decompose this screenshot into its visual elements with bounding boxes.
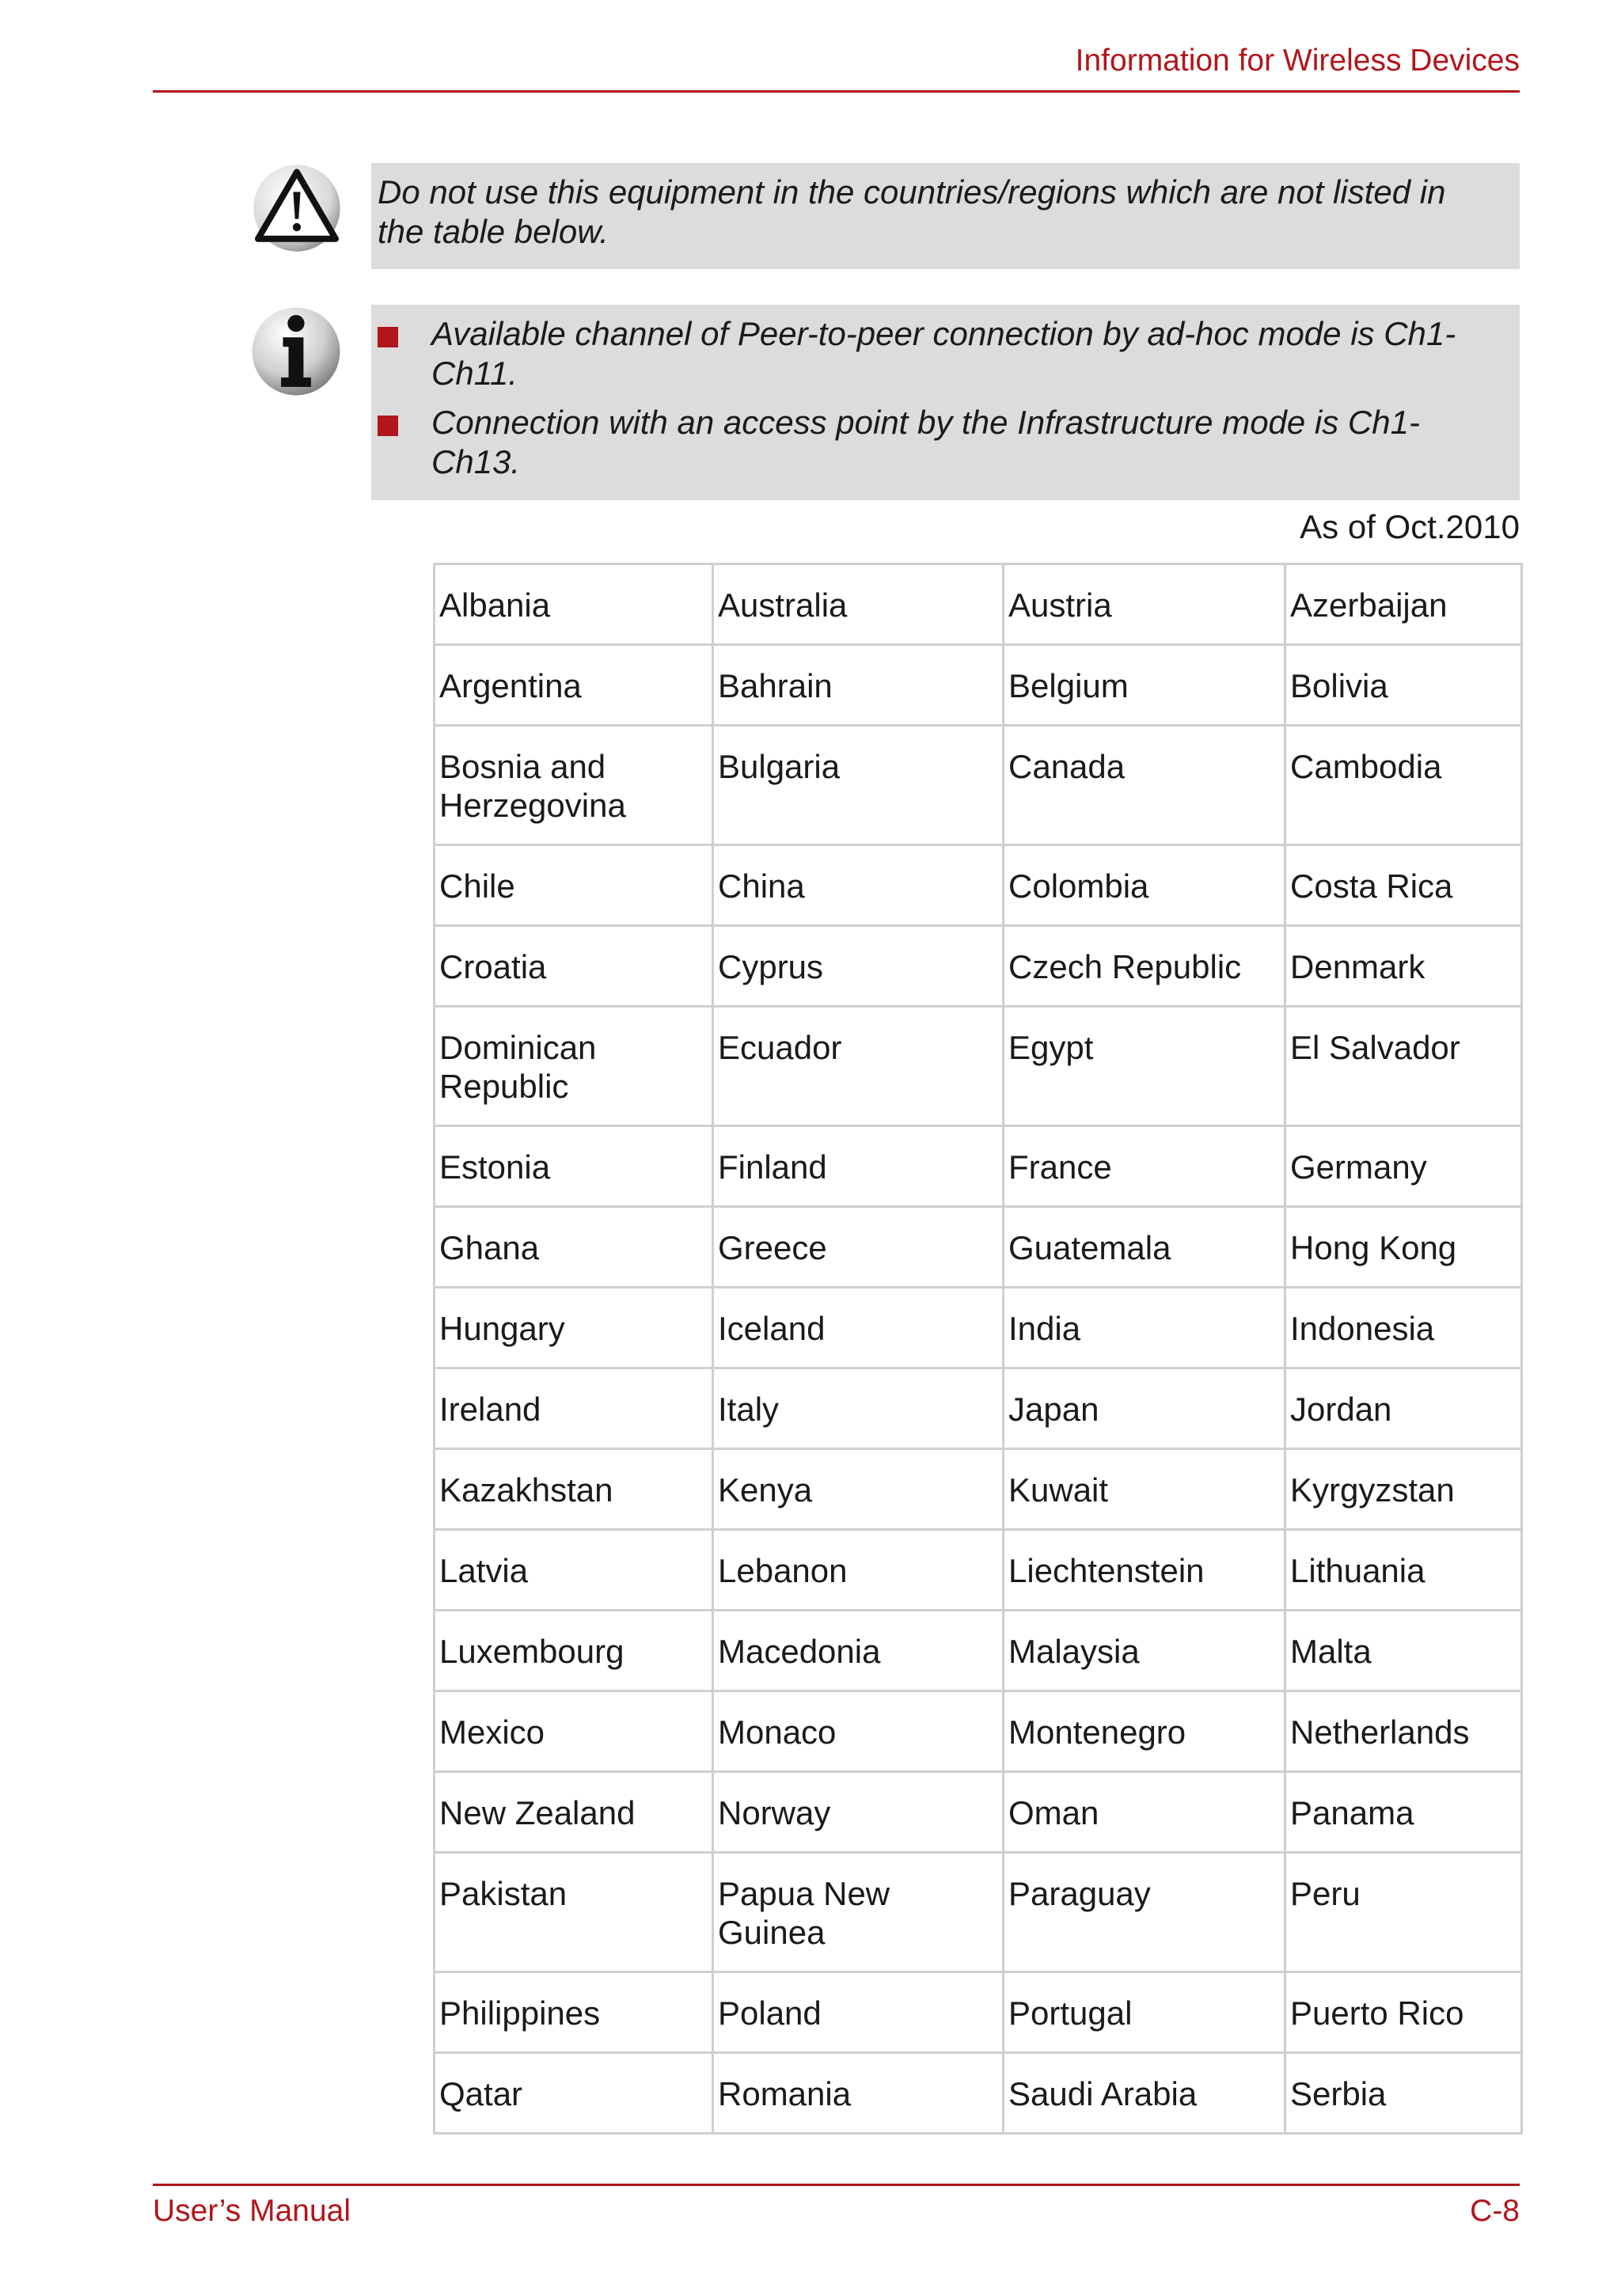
- table-cell: Ireland: [435, 1368, 713, 1449]
- table-cell: Serbia: [1285, 2053, 1522, 2134]
- page-header-title: Information for Wireless Devices: [1075, 44, 1520, 78]
- table-cell: Romania: [713, 2053, 1004, 2134]
- table-cell: New Zealand: [435, 1772, 713, 1853]
- table-cell: Germany: [1285, 1126, 1522, 1207]
- footer-rule: [153, 2184, 1520, 2186]
- table-cell: Montenegro: [1004, 1691, 1285, 1772]
- table-cell: Greece: [713, 1207, 1004, 1288]
- table-row: [435, 564, 1522, 645]
- table-row: [435, 726, 1522, 845]
- table-row: [435, 1449, 1522, 1530]
- table-row: [435, 1530, 1522, 1611]
- table-cell: Egypt: [1004, 1007, 1285, 1126]
- table-cell: Lithuania: [1285, 1530, 1522, 1611]
- table-cell: Canada: [1004, 726, 1285, 845]
- table-cell: Cambodia: [1285, 726, 1522, 845]
- table-row: [435, 1772, 1522, 1853]
- table-cell: Finland: [713, 1126, 1004, 1207]
- table-cell: Hong Kong: [1285, 1207, 1522, 1288]
- table-cell: Chile: [435, 845, 713, 926]
- table-cell: Japan: [1004, 1368, 1285, 1449]
- table-cell: Liechtenstein: [1004, 1530, 1285, 1611]
- table-cell: Portugal: [1004, 1972, 1285, 2053]
- table-cell: Australia: [713, 564, 1004, 645]
- caution-note: [371, 163, 1520, 269]
- info-bullet-text: Available channel of Peer-to-peer connection by ad-hoc mode is Ch1-Ch11.: [431, 315, 1456, 392]
- info-note: [371, 305, 1520, 500]
- table-cell: France: [1004, 1126, 1285, 1207]
- table-cell: Ghana: [435, 1207, 713, 1288]
- table-cell: Iceland: [713, 1288, 1004, 1368]
- table-row: [435, 1972, 1522, 2053]
- table-cell: Jordan: [1285, 1368, 1522, 1449]
- table-cell: Croatia: [435, 926, 713, 1007]
- table-cell: Macedonia: [713, 1611, 1004, 1691]
- table-row: [435, 2053, 1522, 2134]
- table-cell: Argentina: [435, 645, 713, 726]
- table-cell: Mexico: [435, 1691, 713, 1772]
- table-row: [435, 926, 1522, 1007]
- caution-text: Do not use this equipment in the countries/regions which are not listed in the table below.: [378, 173, 1446, 250]
- table-cell: Ecuador: [713, 1007, 1004, 1126]
- info-icon: [249, 305, 343, 398]
- footer-manual-title: User’s Manual: [153, 2194, 351, 2228]
- table-row: [435, 645, 1522, 726]
- table-row: [435, 1007, 1522, 1126]
- table-cell: Pakistan: [435, 1853, 713, 1972]
- bullet-square-icon: [378, 416, 398, 436]
- table-cell: Bosnia and Herzegovina: [435, 726, 713, 845]
- table-cell: Malta: [1285, 1611, 1522, 1691]
- table-cell: Philippines: [435, 1972, 713, 2053]
- table-row: [435, 1853, 1522, 1972]
- table-cell: Czech Republic: [1004, 926, 1285, 1007]
- table-cell: Lebanon: [713, 1530, 1004, 1611]
- table-cell: Netherlands: [1285, 1691, 1522, 1772]
- info-bullet: [371, 314, 1501, 393]
- table-cell: El Salvador: [1285, 1007, 1522, 1126]
- table-cell: Paraguay: [1004, 1853, 1285, 1972]
- table-cell: Monaco: [713, 1691, 1004, 1772]
- page-number: C-8: [1470, 2194, 1520, 2228]
- table-row: [435, 1368, 1522, 1449]
- table-cell: Peru: [1285, 1853, 1522, 1972]
- table-cell: Indonesia: [1285, 1288, 1522, 1368]
- table-cell: Hungary: [435, 1288, 713, 1368]
- info-bullet-text: Connection with an access point by the Infrastructure mode is Ch1-Ch13.: [431, 404, 1420, 480]
- table-cell: Kuwait: [1004, 1449, 1285, 1530]
- table-row: [435, 845, 1522, 926]
- table-cell: India: [1004, 1288, 1285, 1368]
- warning-triangle-icon: [252, 163, 342, 253]
- header-rule: [153, 90, 1520, 93]
- table-cell: Belgium: [1004, 645, 1285, 726]
- table-row: [435, 1126, 1522, 1207]
- table-cell: Norway: [713, 1772, 1004, 1853]
- table-cell: Cyprus: [713, 926, 1004, 1007]
- table-row: [435, 1611, 1522, 1691]
- table-cell: Bulgaria: [713, 726, 1004, 845]
- table-cell: Papua New Guinea: [713, 1853, 1004, 1972]
- table-row: [435, 1288, 1522, 1368]
- bullet-square-icon: [378, 327, 398, 347]
- table-cell: Dominican Republic: [435, 1007, 713, 1126]
- info-bullet: [371, 403, 1501, 482]
- table-cell: Guatemala: [1004, 1207, 1285, 1288]
- table-cell: Oman: [1004, 1772, 1285, 1853]
- table-cell: Bahrain: [713, 645, 1004, 726]
- table-cell: Costa Rica: [1285, 845, 1522, 926]
- table-row: [435, 1207, 1522, 1288]
- table-cell: Azerbaijan: [1285, 564, 1522, 645]
- countries-table: [433, 563, 1523, 2135]
- table-cell: Kyrgyzstan: [1285, 1449, 1522, 1530]
- table-cell: Denmark: [1285, 926, 1522, 1007]
- table-cell: Malaysia: [1004, 1611, 1285, 1691]
- table-cell: Colombia: [1004, 845, 1285, 926]
- table-cell: Qatar: [435, 2053, 713, 2134]
- table-cell: China: [713, 845, 1004, 926]
- table-cell: Latvia: [435, 1530, 713, 1611]
- table-cell: Estonia: [435, 1126, 713, 1207]
- table-cell: Kenya: [713, 1449, 1004, 1530]
- table-cell: Kazakhstan: [435, 1449, 713, 1530]
- table-cell: Luxembourg: [435, 1611, 713, 1691]
- table-cell: Albania: [435, 564, 713, 645]
- table-cell: Panama: [1285, 1772, 1522, 1853]
- table-row: [435, 1691, 1522, 1772]
- table-cell: Puerto Rico: [1285, 1972, 1522, 2053]
- table-cell: Bolivia: [1285, 645, 1522, 726]
- as-of-date: As of Oct.2010: [1300, 508, 1520, 545]
- table-cell: Saudi Arabia: [1004, 2053, 1285, 2134]
- table-cell: Poland: [713, 1972, 1004, 2053]
- table-cell: Austria: [1004, 564, 1285, 645]
- table-cell: Italy: [713, 1368, 1004, 1449]
